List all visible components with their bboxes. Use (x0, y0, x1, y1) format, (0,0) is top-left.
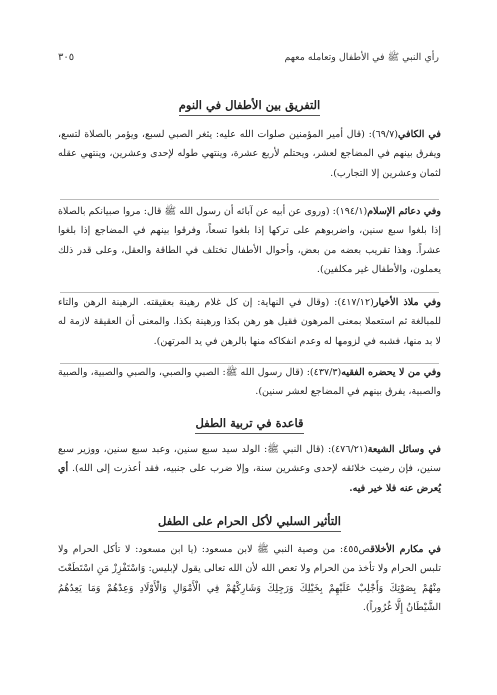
paragraph-text: (١٩٤/١): (وروى عن أبيه عن آبائه أن رسول الله ﷺ قال: مروا صبيانكم بالصلاة إذا بلغوا سبع سنين، واضربوهم على تركها إذا بلغوا تسعاً، وفرقوا بينهم في المضاجع إذا بلغوا عشراً. وهذا تقريب بعضه من بعض، وأحوال الأطفال تختلف في الطاقة والعقل، وعلى قدر ذلك يعملون، والأطفال غير مكلفين). (58, 206, 441, 275)
paragraph (58, 293, 441, 351)
section-title: التفريق بين الأطفال في النوم (58, 100, 441, 116)
divider (60, 199, 439, 200)
page-number: ٣٠٥ (58, 52, 75, 63)
section-haram-effect (58, 516, 441, 532)
paragraph (58, 202, 441, 279)
paragraph-tail: أي يُعرض عنه فلا خير فيه. (58, 463, 441, 494)
paragraph (58, 125, 441, 183)
section-title: قاعدة في تربية الطفل (58, 418, 441, 434)
paragraph (58, 540, 441, 617)
section-title: التأثير السلبي لأكل الحرام على الطفل (58, 516, 441, 532)
source-name: وفي من لا يحضره الفقيه (341, 367, 441, 378)
paragraph-text: ص٤٥٥: من وصية النبي ﷺ لابن مسعود: (يا ابن مسعود: لا تأكل الحرام ولا تلبس الحرام ولا تأخذ من الحرام ولا تعص الله لأن الله تعالى يقول لإبليس: وَاسْتَفْزِزْ مَنِ اسْتَطَعْتَ مِنْهُمْ بِصَوْتِكَ وَأَجْلِبْ عَلَيْهِمْ بِخَيْلِكَ وَرَجِلِكَ وَشَارِكْهُمْ فِي الْأَمْوَالِ وَالْأَوْلَادِ وَعِدْهُمْ وَمَا يَعِدُهُمُ الشَّيْطَانُ إِلَّا غُرُوراً). (58, 544, 441, 613)
paragraph-text: (٤١٧/١٢): (وقال في النهاية: إن كل غلام رهينة بعقيقته. الرهينة الرهن والتاء للمبالغة ثم استعملا بمعنى المرهون فقيل هو رهن بكذا ورهينة بكذا. والمعنى أن العقيقة لازمة له لا بد منها، فشبه في لزومها له وعدم انفكاكه منها بالرهن في يد المرتهن). (58, 297, 441, 347)
paragraph-text: (٦٩/٧): (قال أمير المؤمنين صلوات الله عليه: يثغر الصبي لسبع، ويؤمر بالصلاة لتسع، ويفرق بينهم في المضاجع لعشر، ويحتلم لأربع عشرة، وينتهي طوله لإحدى وعشرين، وينتهي عقله لثمان وعشرين إلا التجارب). (58, 129, 441, 179)
section-sleep-separation (58, 100, 441, 116)
source-name: في الكافي (398, 129, 441, 140)
header-title: رأي النبي ﷺ في الأطفال وتعامله معهم (284, 52, 439, 63)
source-name: وفي ملاذ الأخيار (373, 297, 441, 308)
source-name: في مكارم الأخلاق (370, 544, 441, 555)
paragraph-text: (٤٧٦/٢١): (قال النبي ﷺ: الولد سيد سبع سنين، وعبد سبع سنين، ووزير سبع سنين، فإن رضيت خلائقه لإحدى وعشرين سنة، وإلا ضرب على جنبيه، فقد أعذرت إلى الله). (58, 444, 441, 475)
paragraph (58, 363, 441, 402)
section-child-upbringing (58, 418, 441, 434)
paragraph (58, 440, 441, 498)
source-name: وفي دعائم الإسلام (367, 206, 441, 217)
paragraph-text: (٤٣٧/٣): (قال رسول الله ﷺ: الصبي والصبي، والصبي والصبية، والصبية والصبية، يفرق بينهم في المضاجع لعشر سنين). (58, 367, 441, 398)
source-name: في وسائل الشيعة (367, 444, 442, 455)
running-header (58, 51, 439, 65)
